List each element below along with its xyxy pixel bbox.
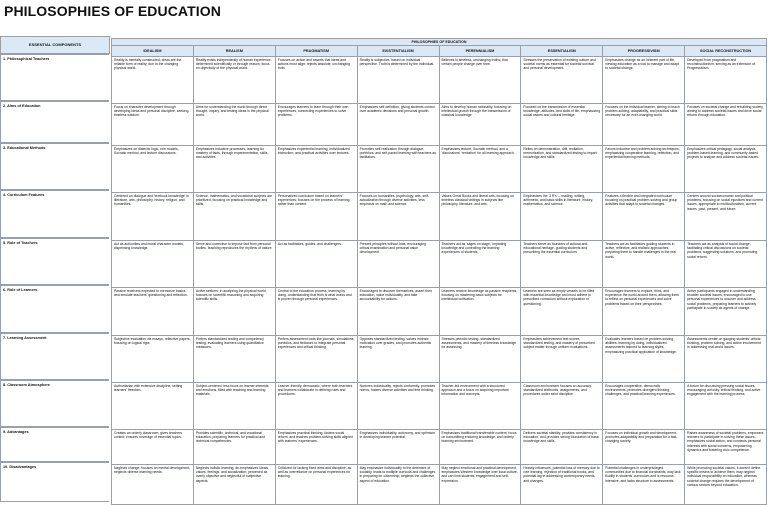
philosophies-table bbox=[111, 38, 767, 505]
corner-header: ESSENTIAL COMPONENTS bbox=[0, 36, 110, 54]
table-cell: Emphasizes critical pedagogy, social analysis, problem-based learning, and community-based projects to analyze and address societal issues. bbox=[685, 146, 767, 193]
table-cell: Personalized curriculum based on learners' experiences; focuses on the process of learning rather than content. bbox=[275, 193, 357, 241]
row-header: 9. Advantages bbox=[0, 427, 109, 462]
table-cell: Emphasizes self-definition, giving students control over academic decisions and personal growth. bbox=[357, 104, 439, 146]
table-cell: Stresses the preservation of existing culture and societal norms as essential for societal survival and personal development. bbox=[521, 57, 603, 104]
table-row bbox=[112, 193, 767, 241]
table-cell: Emphasizes experiential learning, individualized instruction, and practical activities over lectures. bbox=[275, 146, 357, 193]
column-header: REALISM bbox=[193, 46, 275, 57]
row-header: 6. Role of Learners bbox=[0, 285, 109, 333]
row-header: 4. Curriculum Features bbox=[0, 190, 109, 238]
column-header-row bbox=[112, 46, 767, 57]
table-cell: Criticized for lacking fixed aims and discipline, as well as overreliance on personal experiences for learning. bbox=[275, 465, 357, 505]
table-cell: May neglect emotional and practical development; emphasizes Western knowledge over local culture, and can limit students' engagement and self-expression. bbox=[439, 465, 521, 505]
row-header: 1. Philosophical Teachers bbox=[0, 54, 109, 101]
table-cell: Developed from pragmatism and reconstructionism, serving as an extension of Progressivism. bbox=[685, 57, 767, 104]
table-cell: Evaluates learners based on problem-solving abilities, learning by doing, individualized assessments tailored to learning styles, emphasizing practical application of knowledge. bbox=[603, 336, 685, 383]
table-cell: Features a flexible and integrated curriculum focusing on practical problem-solving and group activities that adapt to societal changes. bbox=[603, 193, 685, 241]
super-header: PHILOSOPHIES OF EDUCATION bbox=[112, 39, 767, 46]
table-cell: Emphasizes inductive processes, learning for mastery of facts, through experimentation, skills, and activities. bbox=[193, 146, 275, 193]
row-header: 3. Educational Methods bbox=[0, 143, 109, 190]
table-cell: Raises awareness of societal problems, empowers learners to participate in solving these issues, emphasizes social action, and connects personal interests with social concerns, empowering dynamics and fostering civic competence. bbox=[685, 430, 767, 465]
table-cell: Central to the education process, learning by doing, understanding that truth is what works and is proven through personal experiences. bbox=[275, 288, 357, 336]
row-header: 7. Learning Assessment bbox=[0, 333, 109, 380]
table-cell: Focuses on the individual learner, aiming to teach problem-solving, adaptability, and practical skills necessary for an ever-changing world. bbox=[603, 104, 685, 146]
table-cell: Emphasizes individuality, autonomy, and optimism in developing learner potential. bbox=[357, 430, 439, 465]
table-row bbox=[112, 336, 767, 383]
column-header: PROGRESSIVISM bbox=[603, 46, 685, 57]
table-cell: Active participants engaged in understanding broader societal issues, encouraged to use personal experiences to uncover and address social problems, preparing learners to actively participate in society as agents of change. bbox=[685, 288, 767, 336]
table-cell: Teachers act as analysts of social change, facilitating critical discussions on societal problems, suggesting solutions, and promoting social reform. bbox=[685, 241, 767, 288]
table-cell: Emphasizes on dialectic logic, role models, Socratic method, and lecture discussions. bbox=[112, 146, 194, 193]
table-cell: Neglects change, focuses on mental development, neglects diverse learning needs. bbox=[112, 465, 194, 505]
table-cell: Encourages cooperative, democratic environments, promotes divergent thinking, challenges, and practical learning experiences. bbox=[603, 383, 685, 430]
table-row bbox=[112, 465, 767, 505]
table-cell: Aims for understanding the world through direct thought, inquiry, and testing ideas in the physical world. bbox=[193, 104, 275, 146]
table-row bbox=[112, 288, 767, 336]
table-row bbox=[112, 241, 767, 288]
table-cell: Subjective evaluation via essays, reflective papers, focusing on logical rigor. bbox=[112, 336, 194, 383]
table-cell: Reality exists independently of human experience, determined scientifically or through reason; focus on objectivity of the physical world. bbox=[193, 57, 275, 104]
page-title: PHILOSOPHIES OF EDUCATION bbox=[4, 3, 221, 19]
table-cell: Focuses on action and asserts that ideas and actions must align; rejects absolute, unchanging truth. bbox=[275, 57, 357, 104]
row-header: 5. Role of Teachers bbox=[0, 238, 109, 285]
table-cell: Act as facilitators, guides, and challengers. bbox=[275, 241, 357, 288]
row-header: 8. Classroom Atmosphere bbox=[0, 380, 109, 427]
table-cell: Aims to develop human rationality, focusing on intellectual growth through the transmission of classical knowledge. bbox=[439, 104, 521, 146]
table-cell: Passive receivers expected to memorize basics and emulate teachers' questioning and reflection. bbox=[112, 288, 194, 336]
table-cell: Focused on the transmission of essential knowledge, attitudes, and skills of life, emphasizing social values and cultural heritage. bbox=[521, 104, 603, 146]
table-cell: Opposes standardized testing, values intrinsic motivation over grades, and promotes authentic learning. bbox=[357, 336, 439, 383]
table-cell: Authoritarian with extensive discipline, setting learners' freedom. bbox=[112, 383, 194, 430]
table-cell: Centers around socioeconomic and political problems, focusing on social injustices and current issues, appropriate to multiculturalism, current issues, past, present, and future. bbox=[685, 193, 767, 241]
table-cell: Focus on character development through developing ideas and personal discipline, seeking timeless wisdom. bbox=[112, 104, 194, 146]
table-cell: Learners receive knowledge as passive recipients, focusing on mastering basic subjects for intellectual cultivation. bbox=[439, 288, 521, 336]
table-cell: Reality is subjective, based on individual perspective. Truth is determined by the individual. bbox=[357, 57, 439, 104]
column-header: SOCIAL RECONSTRUCTION bbox=[685, 46, 767, 57]
column-header: ESSENTIALISM bbox=[521, 46, 603, 57]
table-row bbox=[112, 146, 767, 193]
table-cell: Subject-centered, less focus on learner interests and emotions, filled with teaching and learning materials. bbox=[193, 383, 275, 430]
table-cell: Encouraged to discover themselves, assert their education, value individuality, and take accountability for actions. bbox=[357, 288, 439, 336]
table-cell: Encourages learners to learn through their own experiences, connecting experiences to solve problems. bbox=[275, 104, 357, 146]
table-cell: Focuses on humanities, psychology, arts, self-actualization through diverse activities, less emphasis on math and science. bbox=[357, 193, 439, 241]
table-cell: Emphasizes lecture, Socratic method, and a 'discussions' 'recitation' for all learning approach. bbox=[439, 146, 521, 193]
table-cell: While promoting societal values, it doesn't define specific means to achieve them, may neglect individual responsibility on education, whereas societal change requires the development of various sectors beyond education. bbox=[685, 465, 767, 505]
table-cell: Creates an orderly classroom; gives teachers control; ensures coverage of essential topics. bbox=[112, 430, 194, 465]
table-cell: Classroom environment focuses on accuracy, standardized textbooks, assignments, and procedures under strict discipline. bbox=[521, 383, 603, 430]
table-cell: Science, mathematics, and vocational subjects are prioritized, focusing on practical knowledge and skills. bbox=[193, 193, 275, 241]
table-cell: Reality is mentally constructed; ideas are the reliable form of reality; due to the changing physical world. bbox=[112, 57, 194, 104]
table-cell: Active seekers: in analyzing the physical world, focuses on scientific reasoning and acquiring scientific skills. bbox=[193, 288, 275, 336]
table-cell: Focuses on societal change and rebuilding society, aiming to address societal issues and drive social reform through education. bbox=[685, 104, 767, 146]
table-cell: Encourages learners to explore, think, and experience the world around them, allowing them to reflect on personal experiences and solve problems based on their perspectives. bbox=[603, 288, 685, 336]
table-cell: May emphasize individuality to the detriment of sociality, leads to multiple curricula and challenges in preparing for citizenship; neglects the collective aspect of education. bbox=[357, 465, 439, 505]
table-row bbox=[112, 57, 767, 104]
table-cell: Centered on dialogue and 'textbook knowledge' in literature, arts, philosophy, history, religion, and humanities. bbox=[112, 193, 194, 241]
table-cell: Neglects holistic learning, de-emphasizes ideals, values, feelings, and socialization; perceived as overly objective and neglectful of subjective aspects. bbox=[193, 465, 275, 505]
table-cell: Prefers standardized testing and competency testing, evaluating learners using quantitative measures. bbox=[193, 336, 275, 383]
table-row bbox=[112, 104, 767, 146]
table-cell: Heavily influences, potential loss of memory due to rote learning, rejection of traditional books, and potential lag in addressing contemporary needs and changes. bbox=[521, 465, 603, 505]
table-cell: Values Great Books and liberal arts, focusing on timeless classical writings in subjects like philosophy, literature, and arts. bbox=[439, 193, 521, 241]
table-cell: Present principles without bias, encouraging critical examination and personal value development. bbox=[357, 241, 439, 288]
table-cell: Teachers serve as founders of cultural and educational heritage, guiding students and prescribing the essential curriculum. bbox=[521, 241, 603, 288]
table-cell: Emphasizes the '3 R's' – reading, writing, arithmetic, and basic skills in literature, history, mathematics, and science. bbox=[521, 193, 603, 241]
table-cell: Learners are seen as empty vessels to be filled with essential knowledge and must adhere to prescribed curriculum without exploration or questioning. bbox=[521, 288, 603, 336]
column-header: PERENNIALISM bbox=[439, 46, 521, 57]
table-cell: Nurtures individuality, rejects conformity, promotes norms, fosters diverse activities and free thinking. bbox=[357, 383, 439, 430]
row-header: 2. Aims of Education bbox=[0, 101, 109, 143]
table-cell: Focuses on individual growth and development, promotes adaptability and preparation for a fast-changing society. bbox=[603, 430, 685, 465]
table-cell: Emphasizes practical thinking, fosters social reform, and teaches problem-solving skills aligned with learners' experiences. bbox=[275, 430, 357, 465]
row-header: 10. Disadvantages bbox=[0, 462, 109, 502]
table-cell: Delivers societal stability, provides consistency in education, and provides strong foundation of basic knowledge and skills. bbox=[521, 430, 603, 465]
column-header: EXISTENTIALISM bbox=[357, 46, 439, 57]
table-cell: Believes in timeless, unchanging truths; that certain people change over time. bbox=[439, 57, 521, 104]
table-cell: Emphasizes traditional transferable content, focus on transmitting enduring knowledge, and orderly learning environment. bbox=[439, 430, 521, 465]
table-cell: Teacher-led environment with a structured approach and a focus on acquiring important information and concepts. bbox=[439, 383, 521, 430]
table-cell: Serve and corrective to impose fact from personal bodies, teaching reproduces the rhythms of nature. bbox=[193, 241, 275, 288]
column-header: IDEALISM bbox=[112, 46, 194, 57]
table-cell: Promotes self-realization through dialogue, portfolios, and self-paced learning with teachers as facilitators. bbox=[357, 146, 439, 193]
column-header: PRAGMATISM bbox=[275, 46, 357, 57]
table-cell: Learner-friendly, democratic, where both teachers and learners collaborate in defining rules and procedures. bbox=[275, 383, 357, 430]
table-row bbox=[112, 383, 767, 430]
table-cell: Emphasizes achievement test scores, standardized testing, and mastery of prescribed subject matter through uniform evaluations. bbox=[521, 336, 603, 383]
table-cell: Prefers assessment tools like journals, simulations, portfolios, and fieldwork to integrate personal experiences and critical thinking. bbox=[275, 336, 357, 383]
table-cell: Potential challenges in underprivileged communities due to financial constraints, may lack fluidity in students' curriculum and is resource-intensive, and lacks structure in assessments. bbox=[603, 465, 685, 505]
table-cell: Stresses periodic testing, standardized assessments, and mastery of timeless knowledge for assessing. bbox=[439, 336, 521, 383]
table-cell: Favors inductive and problem-solving techniques, emphasizing cooperative learning, reflection, and experiential learning methods. bbox=[603, 146, 685, 193]
table-cell: Assessments center on gauging students' critical thinking, problem solving, and active involvement in addressing real-world issues. bbox=[685, 336, 767, 383]
table-cell: Act as authorities and moral character models, dispensing knowledge. bbox=[112, 241, 194, 288]
table-cell: Relies on demonstration, drill, recitation, memorization, and standardized testing to impart knowledge and skills. bbox=[521, 146, 603, 193]
table-cell: Provides scientific, technical, and vocational education, preparing learners for practical and technical competencies. bbox=[193, 430, 275, 465]
table-cell: Teachers act as facilitators guiding students in active, reflective, and realistic approaches, preparing them to handle challenges in the real world. bbox=[603, 241, 685, 288]
table-row bbox=[112, 430, 767, 465]
table-cell: A forum for discussing pressing social issues, encouraging curiosity, critical thinking, and active engagement with the learning process. bbox=[685, 383, 767, 430]
table-cell: Teachers act as 'sages on stage,' imparting knowledge and controlling the learning experiences of students. bbox=[439, 241, 521, 288]
table-cell: Emphasizes change as an inherent part of life, viewing education as a tool to manage and adapt to societal change. bbox=[603, 57, 685, 104]
